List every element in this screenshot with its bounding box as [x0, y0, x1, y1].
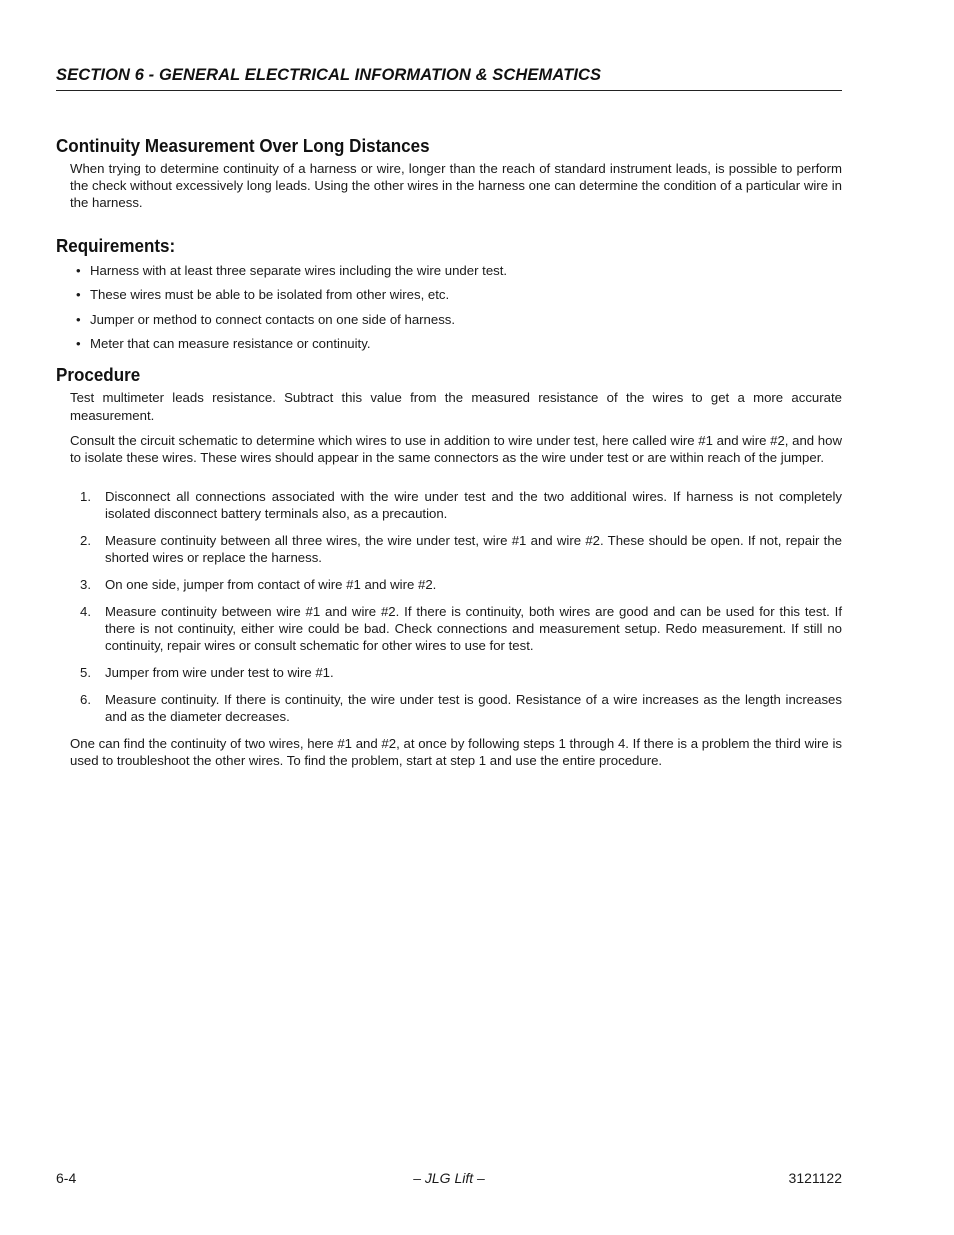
- list-item: • Jumper or method to connect contacts on one side of harness.: [76, 311, 456, 327]
- heading-requirements: Requirements:: [56, 234, 176, 256]
- step-item: [56, 488, 842, 522]
- bullet-icon: •: [76, 311, 81, 327]
- step-item: [56, 691, 842, 725]
- page-header: [56, 64, 842, 91]
- step-text: Disconnect all connections associated with the wire under test and the two additional wires. If harness is not completely isolated disconnect battery terminals also, as a precaution.: [105, 489, 842, 522]
- bullet-icon: •: [76, 336, 81, 352]
- section-title: SECTION 6 - GENERAL ELECTRICAL INFORMATION & SCHEMATICS: [56, 66, 602, 84]
- page-content: [56, 134, 842, 769]
- step-number: 3.: [80, 577, 91, 593]
- list-item: • Harness with at least three separate wires including the wire under test.: [76, 262, 508, 278]
- step-number: 5.: [80, 665, 91, 681]
- requirements-list: [56, 262, 842, 353]
- page-number: 6-4: [56, 1170, 77, 1186]
- continuity-intro: When trying to determine continuity of a harness or wire, longer than the reach of standard instrument leads, is possible to perform the check without excessively long leads. Using the other wires in the harness one can determine the condition of a particular wire in the harness.: [70, 161, 842, 211]
- list-item: • These wires must be able to be isolated from other wires, etc.: [76, 287, 450, 303]
- procedure-steps: [56, 488, 842, 725]
- step-item: [56, 603, 842, 655]
- step-text: On one side, jumper from contact of wire #1 and wire #2.: [105, 577, 437, 593]
- step-item: [56, 664, 842, 681]
- step-text: Measure continuity between wire #1 and wire #2. If there is continuity, both wires are good and can be used for this test. If there is not continuity, either wire could be bad. Check connections and measurement setup. Redo measurement. If still no continuity, repair wires or consult schematic for other wires to use for test.: [105, 604, 842, 654]
- procedure-intro-2: Consult the circuit schematic to determine which wires to use in addition to wire under test, here called wire #1 and wire #2, and how to isolate these wires. These wires should appear in the same connectors as the wire under test or are within reach of the jumper.: [70, 432, 842, 465]
- step-item: [56, 532, 842, 566]
- step-text: Jumper from wire under test to wire #1.: [105, 665, 334, 681]
- bullet-icon: •: [76, 262, 81, 278]
- step-item: [56, 576, 842, 593]
- step-number: 6.: [80, 692, 91, 707]
- step-number: 1.: [80, 489, 91, 505]
- step-text: Measure continuity between all three wires, the wire under test, wire #1 and wire #2. These should be open. If not, repair the shorted wires or replace the harness.: [105, 533, 842, 566]
- bullet-icon: •: [76, 287, 81, 303]
- page-footer: [56, 1168, 842, 1188]
- list-item: • Meter that can measure resistance or continuity.: [76, 336, 371, 352]
- procedure-closing: One can find the continuity of two wires, here #1 and #2, at once by following steps 1 through 4. If there is a problem the third wire is used to troubleshoot the other wires. To find the problem, start at step 1 and use the entire procedure.: [70, 736, 842, 769]
- document-number: 3121122: [788, 1170, 842, 1186]
- heading-procedure: Procedure: [56, 364, 141, 386]
- footer-brand: – JLG Lift –: [413, 1170, 485, 1186]
- heading-continuity: Continuity Measurement Over Long Distances: [56, 135, 430, 156]
- step-number: 4.: [80, 604, 91, 619]
- procedure-intro-1: Test multimeter leads resistance. Subtract this value from the measured resistance of the wires to get a more accurate measurement.: [70, 390, 842, 423]
- step-number: 2.: [80, 533, 91, 549]
- step-text: Measure continuity. If there is continuity, the wire under test is good. Resistance of a wire increases as the length increases and as the diameter decreases.: [105, 692, 842, 725]
